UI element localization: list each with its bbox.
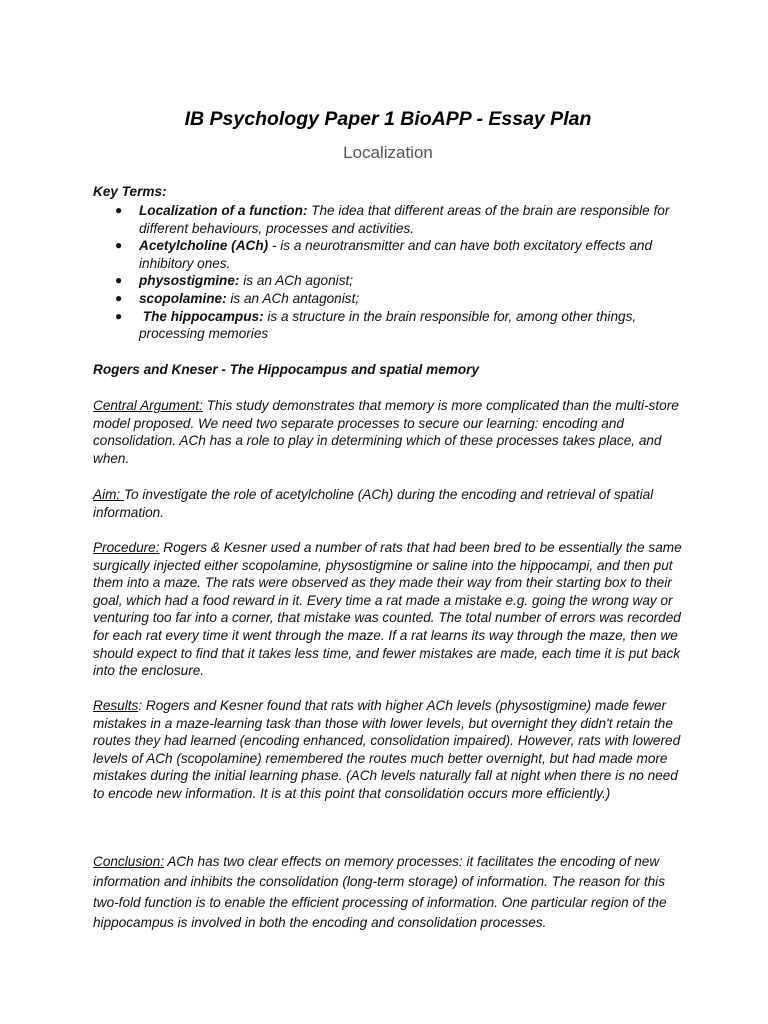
list-item xyxy=(93,308,683,343)
procedure-paragraph xyxy=(93,539,683,680)
conclusion-paragraph xyxy=(93,852,683,933)
definition: - is a neurotransmitter and can have both excitatory effects and inhibitory ones. xyxy=(139,238,653,271)
definition: is an ACh agonist; xyxy=(239,273,354,289)
bullet-icon: ● xyxy=(115,308,123,323)
results-paragraph xyxy=(93,697,683,803)
key-terms-heading: Key Terms: xyxy=(93,184,167,199)
aim-paragraph xyxy=(93,486,683,521)
term: Acetylcholine (ACh) xyxy=(139,238,269,254)
procedure-label: Procedure: xyxy=(93,540,160,555)
study-heading: Rogers and Kneser - The Hippocampus and spatial memory xyxy=(93,362,480,377)
central-argument-label: Central Argument: xyxy=(93,398,203,413)
central-argument-paragraph xyxy=(93,397,683,467)
results-label: Results xyxy=(93,698,139,713)
results-text: : Rogers and Kesner found that rats with higher ACh levels (physostigmine) made fewer mistakes in a maze-learning task than those with lower levels, but overnight they didn't retain the routes they had learned (encoding enhanced, consolidation impaired). However, rats with lowered levels of ACh (scopolamine) remembered the routes much better overnight, but had made more mistakes during the initial learning phase. (ACh levels naturally fall at night when there is no need to encode new information. It is at this point that consolidation occurs more efficiently.) xyxy=(93,698,681,801)
bullet-icon: ● xyxy=(115,273,123,288)
key-terms-list xyxy=(93,202,683,343)
aim-label: Aim: xyxy=(93,487,124,502)
term: scopolamine: xyxy=(139,290,227,306)
page-title: IB Psychology Paper 1 BioAPP - Essay Plan xyxy=(184,108,592,130)
list-item xyxy=(93,272,683,290)
conclusion-label: Conclusion: xyxy=(93,854,165,869)
conclusion-text: ACh has two clear effects on memory processes: it facilitates the encoding of new information and inhibits the consolidation (long-term storage) of information. The reason for this two-fold function is to enable the efficient processing of information. One particular region of the hippocampus is involved in both the encoding and consolidation processes. xyxy=(93,854,667,930)
page-subtitle: Localization xyxy=(343,143,433,162)
bullet-icon: ● xyxy=(115,238,123,253)
definition: is a structure in the brain responsible for, among other things, processing memories xyxy=(139,308,637,342)
bullet-icon: ● xyxy=(115,290,123,305)
list-item xyxy=(93,237,683,272)
bullet-icon: ● xyxy=(115,203,123,217)
list-item xyxy=(93,202,683,237)
term: Localization of a function: xyxy=(139,203,308,218)
list-item xyxy=(93,290,683,308)
definition: The idea that different areas of the brain are responsible for different behaviours, processes and activities. xyxy=(139,203,670,236)
term: The hippocampus: xyxy=(139,308,264,324)
central-argument-text: This study demonstrates that memory is more complicated than the multi-store model proposed. We need two separate processes to secure our learning: encoding and consolidation. ACh has a role to play in determining which of these processes takes place, and when. xyxy=(93,398,679,466)
definition: is an ACh antagonist; xyxy=(226,290,360,306)
term: physostigmine: xyxy=(139,273,240,289)
aim-text: To investigate the role of acetylcholine (ACh) during the encoding and retrieval of spatial information. xyxy=(93,487,654,520)
procedure-text: Rogers & Kesner used a number of rats that had been bred to be essentially the same surgically injected either scopolamine, physostigmine or saline into the hippocampi, and then put them into a maze. The rats were observed as they made their way from their starting box to their goal, which had a food reward in it. Every time a rat made a mistake e.g. going the wrong way or venturing too far into a corner, that mistake was counted. The total number of errors was recorded for each rat every time it went through the maze. If a rat learns its way through the maze, then we should expect to find that it takes less time, and fewer mistakes are made, each time it is put back into the enclosure. xyxy=(93,540,682,679)
